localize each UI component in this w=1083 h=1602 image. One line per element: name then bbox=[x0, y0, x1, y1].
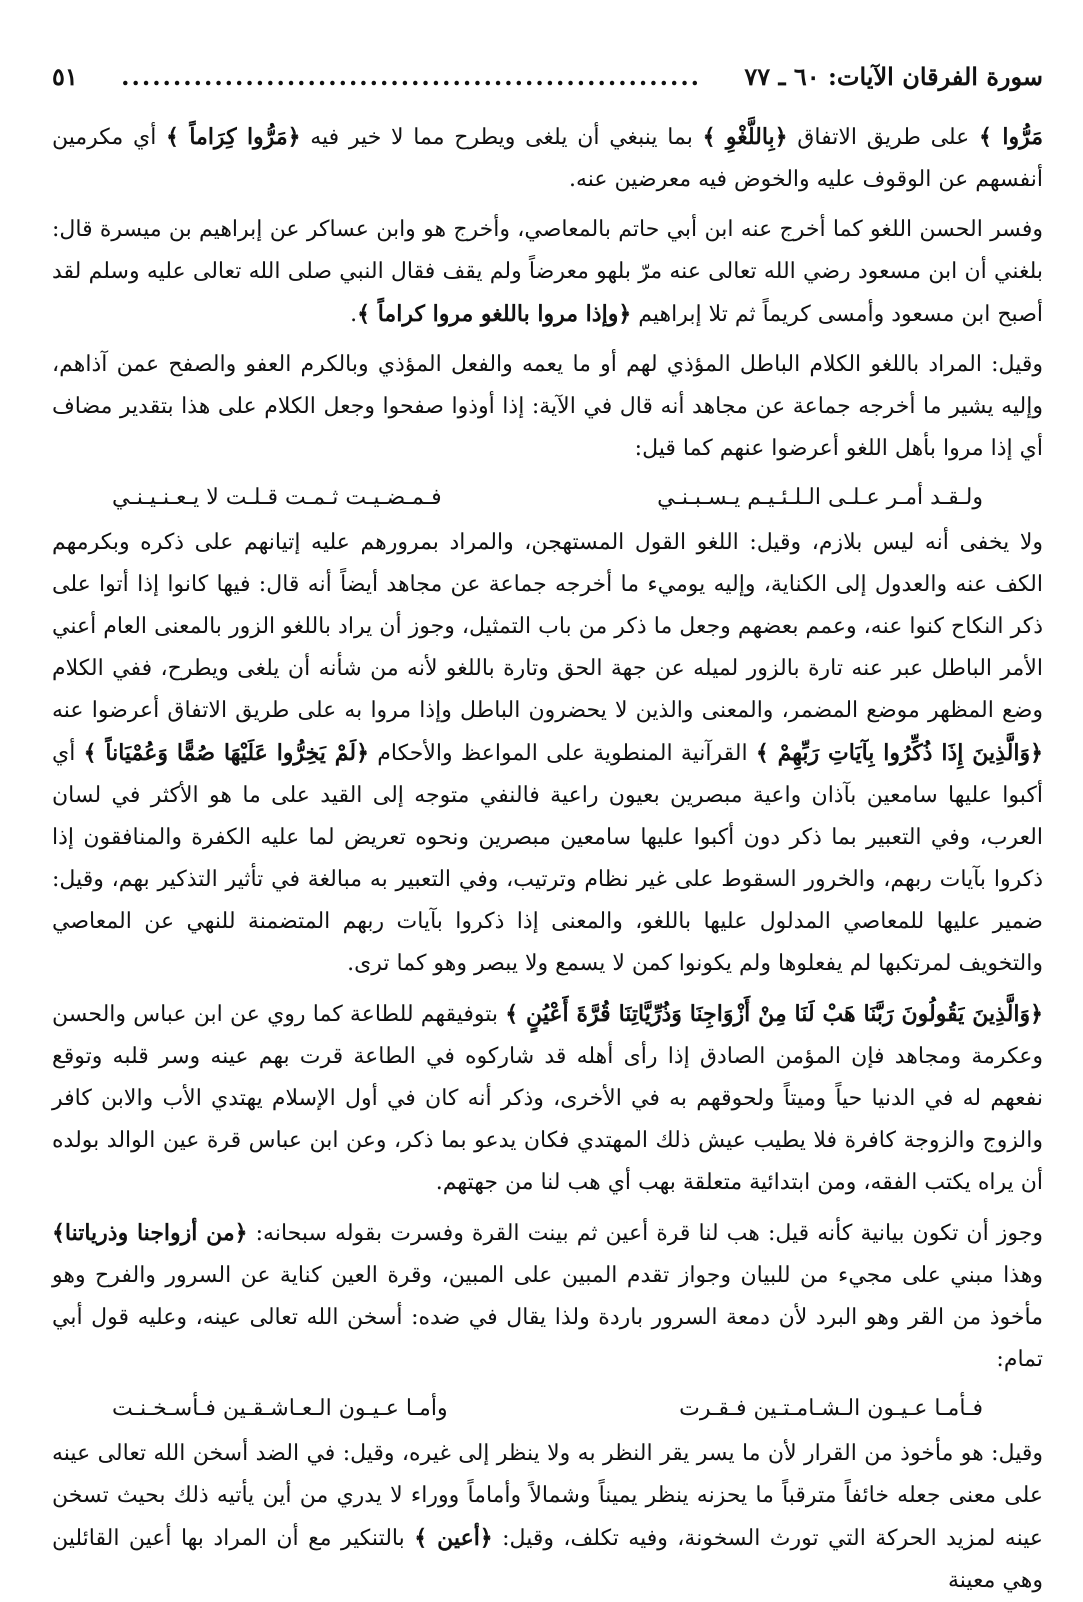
text-run: بالتنكير مع أن المراد بها أعين القائلين وهي معينة bbox=[52, 1526, 1043, 1593]
text-run: وقيل: المراد باللغو الكلام الباطل المؤذي لهم أو ما يعمه والفعل المؤذي وبالكرم العفو والصفح عمن آذاهم، وإليه يشير ما أخرجه جماعة عن مجاهد أنه قال في الآية: إذا أوذوا صفحوا وجعل الكلام على هذا بتقدير مضاف أي إذا مروا بأهل اللغو أعرضوا عنهم كما قيل: bbox=[52, 352, 1043, 461]
text-run: أي أكبوا عليها سامعين بآذان واعية مبصرين بعيون راعية فالنفي متوجه إلى القيد على ما هو الأكثر في لسان العرب، وفي التعبير بما ذكر دون أكبوا عليها سامعين مبصرين ونحوه تعريض لما عليه الكفرة والمنافقون إذا ذكروا بآيات ربهم، والخرور السقوط على غير نظام وترتيب، وفي التعبير به مبالغة في تأثير التذكير بهم، وقيل: ضمير عليها للمعاصي المدلول عليها باللغو، والمعنى إذا ذكروا بآيات ربهم المتضمنة للنهي عن المعاصي والتخويف لمرتكبها لم يفعلوها ولم يكونوا كمن لا يسمع ولا يبصر وهو كما ترى. bbox=[52, 741, 1043, 976]
quran-quote: ﴿بِاللَّغْوِ ﴾ bbox=[702, 124, 788, 150]
text-run: وقيل: هو مأخوذ من القرار لأن ما يسر يقر النظر به ولا ينظر إلى غيره، وقيل: في الضد أسخن الله تعالى عينه على معنى جعله خائفاً مترقباً ما يحزنه ينظر يميناً وشمالاً وأماماً ووراء لا يدري من أين يأتيه ذلك بحيث تسخن عينه لمزيد الحركة التي تورث السخونة، وفيه تكلف، وقيل: bbox=[52, 1441, 1043, 1551]
text-run: بتوفيقهم للطاعة كما روي عن ابن عباس والحسن وعكرمة ومجاهد فإن المؤمن الصادق إذا رأى أهله قد شاركوه في الطاعة قرت بهم عينه وسر قلبه وتوقع نفعهم له في الدنيا حياً وميتاً ولحوقهم به في الأخرى، وذكر أنه كان في أول الإسلام يهتدي الأب والابن كافر والزوج والزوجة كافرة فلا يطيب عيش ذلك المهتدي فكان يدعو بما ذكر، وعن ابن عباس قرة عين الوالد بولده أن يراه يكتب الفقه، ومن ابتدائية متعلقة بهب أي هب لنا من جهتهم. bbox=[52, 1002, 1043, 1195]
poetry-verse-2 bbox=[52, 1389, 1043, 1429]
verse-1-first-hemistich: ولـقـد أمـر عـلـى الـلـئـيـم يـسـبـنـي bbox=[657, 485, 983, 510]
text-run: القرآنية المنطوية على المواعظ والأحكام bbox=[369, 741, 756, 766]
quran-quote: ﴿وَالَّذِينَ إِذَا ذُكِّرُوا بِآيَاتِ رَبِّهِمْ ﴾ bbox=[755, 740, 1044, 766]
quran-quote: ﴿لَمْ يَخِرُّوا عَلَيْهَا صُمًّا وَعُمْيَاناً ﴾ bbox=[83, 740, 370, 766]
paragraph-2 bbox=[52, 209, 1043, 336]
text-run: ولا يخفى أنه ليس بلازم، وقيل: اللغو القول المستهجن، والمراد بمرورهم عليه إتيانهم على ذكره وبكرمهم الكف عنه والعدول إلى الكناية، وإليه يوميء ما أخرجه جماعة عن مجاهد أيضاً أنه قال: فيها كانوا إذا أتوا على ذكر النكاح كنوا عنه، وعمم بعضهم وجعل ما ذكر من باب التمثيل، وجوز أن يراد باللغو الزور بالمعنى العام أعني الأمر الباطل عبر عنه تارة بالزور لميله عن جهة الحق وتارة باللغو لأنه من شأنه أن يلغى ويطرح، ففي الكلام وضع المظهر موضع المضمر، والمعنى والذين لا يحضرون الباطل وإذا مروا به على طريق الاتفاق أعرضوا عنه bbox=[52, 530, 1043, 723]
text-run: وفسر الحسن اللغو كما أخرج عنه ابن أبي حاتم بالمعاصي، وأخرج هو وابن عساكر عن إبراهيم بن ميسرة قال: بلغني أن ابن مسعود رضي الله تعالى عنه مرّ بلهو معرضاً ولم يقف فقال النبي صلى الله تعالى عليه وسلم لقد أصبح ابن مسعود وأمسى كريماً ثم تلا إبراهيم bbox=[52, 217, 1043, 327]
text-run: أي مكرمين أنفسهم عن الوقوف عليه والخوض فيه معرضين عنه. bbox=[52, 125, 1043, 192]
text-run: وجوز أن تكون بيانية كأنه قيل: هب لنا قرة أعين ثم بينت القرة وفسرت بقوله سبحانه: bbox=[247, 1221, 1043, 1246]
paragraph-6 bbox=[52, 1212, 1043, 1381]
text-run: بما ينبغي أن يلغى ويطرح مما لا خير فيه bbox=[300, 125, 703, 150]
quran-quote: ﴿أعين ﴾ bbox=[414, 1525, 493, 1551]
main-text bbox=[52, 116, 1043, 1602]
text-run: وهذا مبني على مجيء من للبيان وجواز تقدم المبين على المبين، وقرة العين كناية عن السرور والفرح وهو مأخوذ من القر وهو البرد لأن دمعة السرور باردة ولذا يقال في ضده: أسخن الله تعالى عينه، وعليه قول أبي تمام: bbox=[52, 1263, 1043, 1372]
paragraph-3 bbox=[52, 344, 1043, 470]
quran-quote: ﴿وَالَّذِينَ يَقُولُونَ رَبَّنَا هَبْ لَنَا مِنْ أَزْوَاجِنَا وَذُرِّيَّاتِنَا قُرَّةَ أَعْيُنٍ ﴾ bbox=[505, 1001, 1044, 1027]
verse-2-second-hemistich: فـأمـا عـيـون الـشـامـتـين فـقـرت bbox=[679, 1396, 983, 1421]
running-header bbox=[52, 62, 1043, 102]
leader-dots: ........................................................ bbox=[121, 62, 702, 91]
running-title: سورة الفرقان الآيات: ٦٠ ـ ٧٧ bbox=[744, 62, 1043, 91]
quran-quote: مَرُّوا ﴾ bbox=[979, 124, 1043, 150]
text-run: . bbox=[350, 302, 358, 327]
paragraph-1 bbox=[52, 116, 1043, 201]
poetry-verse-1 bbox=[52, 478, 1043, 518]
quran-quote: ﴿وإذا مروا باللغو مروا كراماً ﴾ bbox=[357, 301, 632, 327]
paragraph-4 bbox=[52, 522, 1043, 985]
verse-2-first-hemistich: وأمـا عـيـون الـعـاشـقـين فـأسـخـنـت bbox=[112, 1396, 448, 1421]
quran-quote: ﴿مَرُّوا كِرَاماً ﴾ bbox=[166, 124, 301, 150]
paragraph-7 bbox=[52, 1433, 1043, 1602]
paragraph-5 bbox=[52, 993, 1043, 1204]
verse-1-second-hemistich: فـمـضـيـت ثـمـت قـلـت لا يـعـنـيـنـي bbox=[112, 485, 442, 510]
quran-quote: ﴿من أزواجنا وذرياتنا﴾ bbox=[52, 1220, 248, 1246]
page-number: ٥١ bbox=[52, 62, 78, 91]
text-run: على طريق الاتفاق bbox=[787, 125, 980, 150]
